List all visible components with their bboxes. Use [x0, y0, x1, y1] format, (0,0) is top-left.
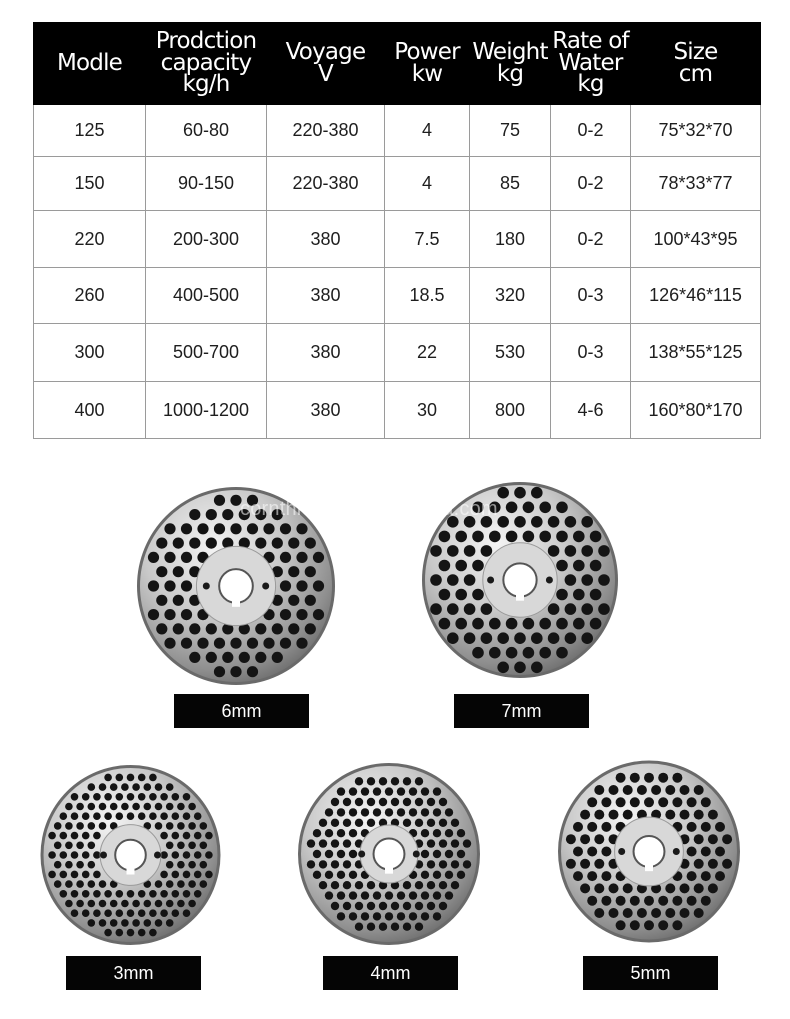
table-cell: 78*33*77 — [631, 157, 761, 211]
table-cell: 4 — [385, 105, 470, 157]
table-cell: 260 — [34, 268, 146, 324]
die-3mm — [39, 764, 222, 946]
table-row — [34, 382, 761, 439]
table-cell: 380 — [267, 382, 385, 439]
table-cell: 300 — [34, 324, 146, 382]
table-cell: 150 — [34, 157, 146, 211]
table-cell: 75 — [470, 105, 551, 157]
table-cell: 380 — [267, 268, 385, 324]
table-cell: 138*55*125 — [631, 324, 761, 382]
table-cell: 800 — [470, 382, 551, 439]
table-row — [34, 324, 761, 382]
header-label: kg/h — [182, 71, 230, 98]
table-cell: 30 — [385, 382, 470, 439]
table-cell: 530 — [470, 324, 551, 382]
die-plate-image — [297, 762, 481, 946]
spec-table-header — [34, 23, 761, 105]
table-cell: 1000-1200 — [146, 382, 267, 439]
table-cell: 0-2 — [551, 211, 631, 268]
header-label: kg — [577, 71, 604, 98]
header-cell — [146, 23, 267, 105]
table-cell: 500-700 — [146, 324, 267, 382]
header-label: Power — [394, 38, 460, 65]
die-plate-image — [557, 759, 741, 944]
table-cell: 0-2 — [551, 105, 631, 157]
table-row — [34, 211, 761, 268]
header-cell — [385, 23, 470, 105]
die-label-6mm: 6mm — [174, 694, 309, 728]
watermark: cornthresher.en.alibaba.com — [240, 498, 498, 520]
table-cell: 220 — [34, 211, 146, 268]
header-cell — [267, 23, 385, 105]
header-cell — [551, 23, 631, 105]
table-cell: 0-3 — [551, 268, 631, 324]
table-cell: 200-300 — [146, 211, 267, 268]
table-cell: 60-80 — [146, 105, 267, 157]
die-5mm — [557, 759, 741, 944]
table-cell: 220-380 — [267, 157, 385, 211]
table-cell: 100*43*95 — [631, 211, 761, 268]
header-label: Size — [673, 38, 718, 65]
table-cell: 380 — [267, 211, 385, 268]
table-cell: 0-3 — [551, 324, 631, 382]
header-row — [34, 23, 761, 105]
table-cell: 4-6 — [551, 382, 631, 439]
table-cell: 380 — [267, 324, 385, 382]
die-label-5mm: 5mm — [583, 956, 718, 990]
header-label: Prodction — [155, 27, 257, 54]
table-cell: 125 — [34, 105, 146, 157]
header-label: cm — [678, 60, 713, 87]
table-cell: 0-2 — [551, 157, 631, 211]
table-cell: 18.5 — [385, 268, 470, 324]
header-label: V — [318, 60, 333, 87]
table-cell: 90-150 — [146, 157, 267, 211]
table-cell: 160*80*170 — [631, 382, 761, 439]
table-cell: 75*32*70 — [631, 105, 761, 157]
header-label: Water — [558, 49, 623, 76]
table-cell: 85 — [470, 157, 551, 211]
table-cell: 400-500 — [146, 268, 267, 324]
table-cell: 180 — [470, 211, 551, 268]
header-label: kg — [496, 60, 524, 87]
table-cell: 7.5 — [385, 211, 470, 268]
header-label: kw — [411, 60, 443, 87]
die-plate-image — [39, 764, 222, 946]
die-4mm — [297, 762, 481, 946]
table-cell: 22 — [385, 324, 470, 382]
spec-table-body — [34, 105, 761, 439]
table-cell: 220-380 — [267, 105, 385, 157]
header-cell — [34, 23, 146, 105]
die-label-7mm: 7mm — [454, 694, 589, 728]
header-label: capacity — [160, 49, 252, 76]
header-cell — [470, 23, 551, 105]
table-row — [34, 268, 761, 324]
table-cell: 400 — [34, 382, 146, 439]
table-row — [34, 105, 761, 157]
spec-table — [33, 22, 761, 439]
header-label: Modle — [56, 49, 123, 76]
header-label: Voyage — [285, 38, 366, 65]
table-row — [34, 157, 761, 211]
table-cell: 320 — [470, 268, 551, 324]
table-cell: 4 — [385, 157, 470, 211]
header-label: Rate of — [552, 27, 629, 54]
table-cell: 126*46*115 — [631, 268, 761, 324]
header-label: Weight — [472, 38, 548, 65]
die-label-4mm: 4mm — [323, 956, 458, 990]
die-label-3mm: 3mm — [66, 956, 201, 990]
header-cell — [631, 23, 761, 105]
